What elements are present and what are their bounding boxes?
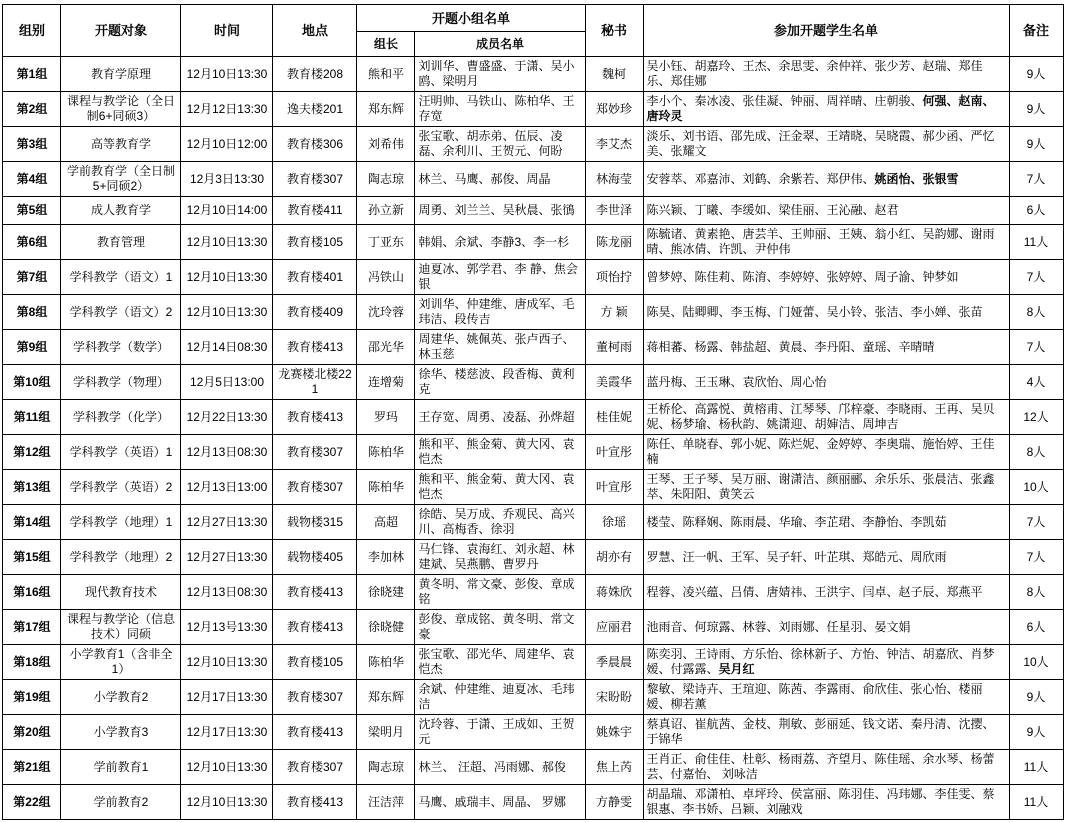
- row-students: 王琴、王子琴、吴万丽、谢潇洁、颜丽郦、余乐乐、张晨洁、张鑫萃、朱阳阳、黄笑云: [643, 470, 1009, 505]
- header-students: 参加开题学生名单: [643, 5, 1009, 57]
- row-members: 余斌、仲建维、迪夏冰、毛玮洁: [415, 680, 585, 715]
- row-members: 黄冬明、常文豪、彭俊、章成铭: [415, 575, 585, 610]
- row-members: 周勇、刘兰兰、吴秋晨、张鴴: [415, 197, 585, 225]
- row-place: 教育楼411: [273, 197, 357, 225]
- row-remark: 10人: [1009, 470, 1063, 505]
- row-place: 教育楼413: [273, 785, 357, 820]
- row-remark: 9人: [1009, 715, 1063, 750]
- row-students-plain: 李小个、秦冰凌、张佳凝、钟丽、周祥晴、庄朝骏、: [646, 94, 923, 108]
- row-time: 12月3日13:30: [181, 162, 273, 197]
- row-secretary: 项怡拧: [585, 260, 643, 295]
- row-secretary: 焦上芮: [585, 750, 643, 785]
- table-row: [3, 645, 1063, 680]
- row-group: 第3组: [3, 127, 61, 162]
- table-row: [3, 400, 1063, 435]
- row-group: 第8组: [3, 295, 61, 330]
- row-place: 教育楼401: [273, 260, 357, 295]
- header-leader: 组长: [357, 32, 415, 57]
- row-target: 课程与教学论（信息技术）同硕: [61, 610, 181, 645]
- row-remark: 9人: [1009, 127, 1063, 162]
- row-time: 12月17日13:30: [181, 680, 273, 715]
- table-row: [3, 435, 1063, 470]
- table-row: [3, 750, 1063, 785]
- row-members: 汪明帅、马铁山、陈柏华、王存宽: [415, 92, 585, 127]
- row-students: 曾梦婷、陈佳莉、陈淯、李婷婷、张婷婷、周子渝、钟梦如: [643, 260, 1009, 295]
- row-students: 胡晶瑞、邓潇柏、卓坪玲、侯富丽、陈羽佳、冯玮娜、李佳雯、蔡银惠、李书娇、吕颖、刘融戏: [643, 785, 1009, 820]
- row-remark: 9人: [1009, 57, 1063, 92]
- row-members: 韩娟、余斌、李静3、李一杉: [415, 225, 585, 260]
- row-students-plain: 安蓉萃、邓嘉沛、刘鹤、余紫若、郑伊伟、: [646, 171, 875, 186]
- row-target: 学前教育学（全日制5+同硕2）: [61, 162, 181, 197]
- row-secretary: 姚姝宇: [585, 715, 643, 750]
- row-remark: 7人: [1009, 505, 1063, 540]
- header-target: 开题对象: [61, 5, 181, 57]
- row-students: 蔡真诏、崔航茜、金枝、荆敏、彭丽延、钱文诺、秦丹清、沈撄、于锦华: [643, 715, 1009, 750]
- row-members: 徐皓、吴万成、乔观民、高兴川、高梅香、徐羽: [415, 505, 585, 540]
- row-time: 12月10日13:30: [181, 750, 273, 785]
- row-leader: 陈柏华: [357, 435, 415, 470]
- row-leader: 陈柏华: [357, 470, 415, 505]
- row-secretary: 美霞华: [585, 365, 643, 400]
- row-members: 刘训华、仲建维、唐成军、毛玮洁、段传吉: [415, 295, 585, 330]
- table-row: [3, 127, 1063, 162]
- row-members: 林兰、马鹰、郝俊、周晶: [415, 162, 585, 197]
- row-students-highlight: 何强、赵南、唐玲灵: [646, 94, 995, 123]
- row-group: 第11组: [3, 400, 61, 435]
- row-remark: 11人: [1009, 750, 1063, 785]
- table-row: [3, 92, 1063, 127]
- row-target: 课程与教学论（全日制6+同硕3）: [61, 92, 181, 127]
- row-place: 教育楼413: [273, 715, 357, 750]
- row-place: 教育楼413: [273, 575, 357, 610]
- row-remark: 10人: [1009, 645, 1063, 680]
- row-place: 教育楼208: [273, 57, 357, 92]
- row-secretary: 叶宣彤: [585, 435, 643, 470]
- row-target: 学科教学（数学）: [61, 330, 181, 365]
- row-students-plain: 陈奕羽、王诗雨、方乐怡、徐林新子、方怡、钟洁、胡嘉欣、肖梦嫒、付露露、: [646, 647, 995, 676]
- row-place: 教育楼413: [273, 330, 357, 365]
- row-remark: 9人: [1009, 680, 1063, 715]
- row-target: 现代教育技术: [61, 575, 181, 610]
- row-remark: 7人: [1009, 540, 1063, 575]
- row-time: 12月27日13:30: [181, 505, 273, 540]
- row-group: 第15组: [3, 540, 61, 575]
- row-members: 熊和平、熊金菊、黄大冈、袁恺杰: [415, 470, 585, 505]
- row-remark: 6人: [1009, 610, 1063, 645]
- table-row: [3, 470, 1063, 505]
- table-row: [3, 162, 1063, 197]
- row-target: 学前教育1: [61, 750, 181, 785]
- row-secretary: 郑妙珍: [585, 92, 643, 127]
- row-target: 学科教学（地理）2: [61, 540, 181, 575]
- row-secretary: 李世泽: [585, 197, 643, 225]
- row-students: 陈任、单晓春、郭小妮、陈烂妮、金婷婷、李奥瑞、施怡婷、王佳楠: [643, 435, 1009, 470]
- row-time: 12月10日13:30: [181, 225, 273, 260]
- row-time: 12月10日14:00: [181, 197, 273, 225]
- row-secretary: 魏柯: [585, 57, 643, 92]
- table-row: [3, 57, 1063, 92]
- row-members: 熊和平、熊金菊、黄大冈、袁恺杰: [415, 435, 585, 470]
- row-time: 12月17日13:30: [181, 715, 273, 750]
- row-members: 马仁锋、袁海红、刘永超、林建斌、吴燕鹏、曹罗丹: [415, 540, 585, 575]
- table-body: [3, 57, 1063, 820]
- table-row: [3, 785, 1063, 820]
- row-secretary: 董柯雨: [585, 330, 643, 365]
- row-place: 载物楼315: [273, 505, 357, 540]
- table-row: [3, 295, 1063, 330]
- row-remark: 8人: [1009, 435, 1063, 470]
- row-secretary: 林海莹: [585, 162, 643, 197]
- row-members: 马鹰、戚瑞丰、周晶、 罗娜: [415, 785, 585, 820]
- row-place: 教育楼307: [273, 162, 357, 197]
- row-remark: 12人: [1009, 400, 1063, 435]
- row-group: 第5组: [3, 197, 61, 225]
- row-secretary: 徐瑶: [585, 505, 643, 540]
- row-students: 蒋相蕃、杨露、韩盐超、黄晨、李丹阳、童瑶、辛晴晴: [643, 330, 1009, 365]
- row-group: 第17组: [3, 610, 61, 645]
- row-time: 12月27日13:30: [181, 540, 273, 575]
- row-members: 张宝歌、胡赤弟、伍辰、凌磊、余利川、王贺元、何盼: [415, 127, 585, 162]
- row-remark: 9人: [1009, 92, 1063, 127]
- row-members: 王存宽、周勇、凌磊、孙烨超: [415, 400, 585, 435]
- row-students: 王肖正、俞佳佳、杜彰、杨雨荔、齐望月、陈佳瑶、余水琴、杨蕾芸、付嘉怡、 刘咏洁: [643, 750, 1009, 785]
- row-leader: 郑东辉: [357, 92, 415, 127]
- table-row: [3, 330, 1063, 365]
- row-group: 第20组: [3, 715, 61, 750]
- row-members: 迪夏冰、郭学君、李 静、焦会银: [415, 260, 585, 295]
- row-place: 教育楼105: [273, 645, 357, 680]
- row-students-highlight: 姚函怡、张银雪: [874, 171, 959, 186]
- row-students: 陈兴颖、丁曦、李缓如、梁佳丽、王沁融、赵君: [643, 197, 1009, 225]
- row-remark: 8人: [1009, 295, 1063, 330]
- row-group: 第6组: [3, 225, 61, 260]
- row-time: 12月5日13:00: [181, 365, 273, 400]
- row-students: 陈毓诸、黄素艳、唐芸羊、王帅丽、王姨、翁小红、吴韵娜、谢雨晴、熊冰倩、许凯、尹仲伟: [643, 225, 1009, 260]
- row-group: 第21组: [3, 750, 61, 785]
- row-group: 第10组: [3, 365, 61, 400]
- row-place: 教育楼409: [273, 295, 357, 330]
- row-time: 12月10日13:30: [181, 295, 273, 330]
- row-students: [643, 162, 1009, 197]
- row-students: 程蓉、凌兴蕴、吕倩、唐婧祎、王洪宇、闫卓、赵子辰、郑燕平: [643, 575, 1009, 610]
- row-time: 12月10日13:30: [181, 645, 273, 680]
- header-secretary: 秘书: [585, 5, 643, 57]
- row-leader: 梁明月: [357, 715, 415, 750]
- table-row: [3, 505, 1063, 540]
- row-group: 第13组: [3, 470, 61, 505]
- row-leader: 陶志琼: [357, 162, 415, 197]
- row-group: 第9组: [3, 330, 61, 365]
- table-row: [3, 260, 1063, 295]
- header-members: 成员名单: [415, 32, 585, 57]
- row-secretary: 蒋姝欣: [585, 575, 643, 610]
- row-leader: 郑东辉: [357, 680, 415, 715]
- row-members: 周建华、姚佩英、张卢西子、林玉慈: [415, 330, 585, 365]
- row-target: 小学教育3: [61, 715, 181, 750]
- row-members: 沈玲蓉、于潇、王成如、王贺元: [415, 715, 585, 750]
- row-leader: 高超: [357, 505, 415, 540]
- row-leader: 汪洁萍: [357, 785, 415, 820]
- row-time: 12月10日13:30: [181, 260, 273, 295]
- row-target: 教育管理: [61, 225, 181, 260]
- row-members: 徐华、楼慈波、段香梅、黄利克: [415, 365, 585, 400]
- table-row: [3, 575, 1063, 610]
- table-row: [3, 680, 1063, 715]
- row-leader: 罗玛: [357, 400, 415, 435]
- table-row: [3, 715, 1063, 750]
- row-students-highlight: 吴月红: [718, 662, 755, 676]
- row-students: [643, 645, 1009, 680]
- row-group: 第1组: [3, 57, 61, 92]
- row-secretary: 方 颖: [585, 295, 643, 330]
- row-group: 第4组: [3, 162, 61, 197]
- table-row: [3, 197, 1063, 225]
- row-secretary: 应丽君: [585, 610, 643, 645]
- header-remark: 备注: [1009, 5, 1063, 57]
- header-group: 组别: [3, 5, 61, 57]
- row-place: 教育楼307: [273, 435, 357, 470]
- row-group: 第7组: [3, 260, 61, 295]
- row-target: 学科教学（化学）: [61, 400, 181, 435]
- row-remark: 8人: [1009, 575, 1063, 610]
- row-students: [643, 92, 1009, 127]
- row-target: 学科教学（地理）1: [61, 505, 181, 540]
- row-target: 成人教育学: [61, 197, 181, 225]
- row-secretary: 胡亦有: [585, 540, 643, 575]
- row-time: 12月10日13:30: [181, 785, 273, 820]
- row-target: 学前教育2: [61, 785, 181, 820]
- row-place: 龙赛楼北楼221: [273, 365, 357, 400]
- row-members: 林兰、 汪超、冯雨娜、郝俊: [415, 750, 585, 785]
- header-place: 地点: [273, 5, 357, 57]
- row-leader: 沈玲蓉: [357, 295, 415, 330]
- row-leader: 邵光华: [357, 330, 415, 365]
- row-group: 第16组: [3, 575, 61, 610]
- row-target: 学科教学（语文）1: [61, 260, 181, 295]
- row-secretary: 季晨晨: [585, 645, 643, 680]
- row-place: 教育楼413: [273, 610, 357, 645]
- row-group: 第19组: [3, 680, 61, 715]
- row-leader: 冯铁山: [357, 260, 415, 295]
- row-leader: 陈柏华: [357, 645, 415, 680]
- row-students: 罗慧、汪一帆、王军、吴子轩、叶芷琪、郑皓元、周欣雨: [643, 540, 1009, 575]
- row-students: 吴小钰、胡嘉玲、王杰、余思雯、余仲祥、张少芳、赵瑞、郑佳乐、郑佳娜: [643, 57, 1009, 92]
- row-leader: 刘希伟: [357, 127, 415, 162]
- row-students: 王桥伦、高露悦、黄榕甫、江琴琴、邝梓豪、李晓雨、王再、吴贝妮、杨梦瑜、杨秋韵、姚潇迎、胡婶洁、周坤吉: [643, 400, 1009, 435]
- row-place: 教育楼307: [273, 680, 357, 715]
- row-students: 蓝丹梅、王玉琳、袁欣怡、周心怡: [643, 365, 1009, 400]
- row-target: 小学教育2: [61, 680, 181, 715]
- row-place: 教育楼413: [273, 400, 357, 435]
- row-secretary: 叶宣彤: [585, 470, 643, 505]
- row-secretary: 桂佳妮: [585, 400, 643, 435]
- row-students: 黎敏、梁诗卉、王瑄迎、陈茜、李露雨、俞欣佳、张心怡、楼丽嫒、柳若薰: [643, 680, 1009, 715]
- row-target: 学科教学（物理）: [61, 365, 181, 400]
- row-time: 12月10日13:30: [181, 57, 273, 92]
- row-target: 教育学原理: [61, 57, 181, 92]
- row-leader: 熊和平: [357, 57, 415, 92]
- row-target: 学科教学（英语）2: [61, 470, 181, 505]
- row-place: 逸夫楼201: [273, 92, 357, 127]
- header-time: 时间: [181, 5, 273, 57]
- row-leader: 孙立新: [357, 197, 415, 225]
- row-leader: 李加林: [357, 540, 415, 575]
- row-time: 12月13日08:30: [181, 435, 273, 470]
- table-row: [3, 365, 1063, 400]
- table-row: [3, 610, 1063, 645]
- row-members: 彭俊、章成铭、黄冬明、常文豪: [415, 610, 585, 645]
- row-time: 12月22日13:30: [181, 400, 273, 435]
- row-remark: 7人: [1009, 260, 1063, 295]
- row-target: 高等教育学: [61, 127, 181, 162]
- row-time: 12月14日08:30: [181, 330, 273, 365]
- row-time: 12月13号13:30: [181, 610, 273, 645]
- row-remark: 11人: [1009, 785, 1063, 820]
- row-place: 教育楼306: [273, 127, 357, 162]
- row-leader: 连增菊: [357, 365, 415, 400]
- row-remark: 11人: [1009, 225, 1063, 260]
- row-place: 教育楼105: [273, 225, 357, 260]
- row-leader: 徐晓健: [357, 610, 415, 645]
- table-row: [3, 225, 1063, 260]
- row-target: 学科教学（英语）1: [61, 435, 181, 470]
- row-time: 12月13日08:30: [181, 575, 273, 610]
- row-members: 张宝歌、邵光华、周建华、袁恺杰: [415, 645, 585, 680]
- row-remark: 7人: [1009, 330, 1063, 365]
- row-target: 学科教学（语文）2: [61, 295, 181, 330]
- row-leader: 丁亚东: [357, 225, 415, 260]
- row-secretary: 宋盼盼: [585, 680, 643, 715]
- table-row: [3, 540, 1063, 575]
- table-header: [3, 5, 1063, 57]
- row-secretary: 方静雯: [585, 785, 643, 820]
- row-place: 载物楼405: [273, 540, 357, 575]
- row-group: 第18组: [3, 645, 61, 680]
- row-students: 池雨音、何琼露、林蓉、刘雨娜、任星羽、晏文娟: [643, 610, 1009, 645]
- row-remark: 4人: [1009, 365, 1063, 400]
- header-panel: 开题小组名单: [357, 5, 585, 32]
- row-time: 12月13日13:00: [181, 470, 273, 505]
- row-target: 小学教育1（含非全1）: [61, 645, 181, 680]
- thesis-proposal-schedule-table: [2, 4, 1063, 820]
- row-leader: 徐晓建: [357, 575, 415, 610]
- row-group: 第22组: [3, 785, 61, 820]
- row-time: 12月10日12:00: [181, 127, 273, 162]
- row-remark: 7人: [1009, 162, 1063, 197]
- row-members: 刘训华、曹盛盛、于潇、吴小鸥、梁明月: [415, 57, 585, 92]
- row-secretary: 陈龙丽: [585, 225, 643, 260]
- row-secretary: 李艾杰: [585, 127, 643, 162]
- row-group: 第2组: [3, 92, 61, 127]
- row-place: 教育楼307: [273, 750, 357, 785]
- row-group: 第14组: [3, 505, 61, 540]
- row-group: 第12组: [3, 435, 61, 470]
- row-remark: 6人: [1009, 197, 1063, 225]
- row-time: 12月12日13:30: [181, 92, 273, 127]
- row-students: 陈昊、陆卿卿、李玉梅、门娅蕾、吴小铃、张洁、李小婵、张苗: [643, 295, 1009, 330]
- row-leader: 陶志琼: [357, 750, 415, 785]
- row-students: 楼莹、陈释娴、陈雨晨、华瑜、李芷珺、李静怡、李凯茹: [643, 505, 1009, 540]
- row-students: 淡乐、刘书语、邵先成、汪金翠、王靖晓、吴晓霞、郝少函、严忆美、张耀文: [643, 127, 1009, 162]
- row-place: 教育楼307: [273, 470, 357, 505]
